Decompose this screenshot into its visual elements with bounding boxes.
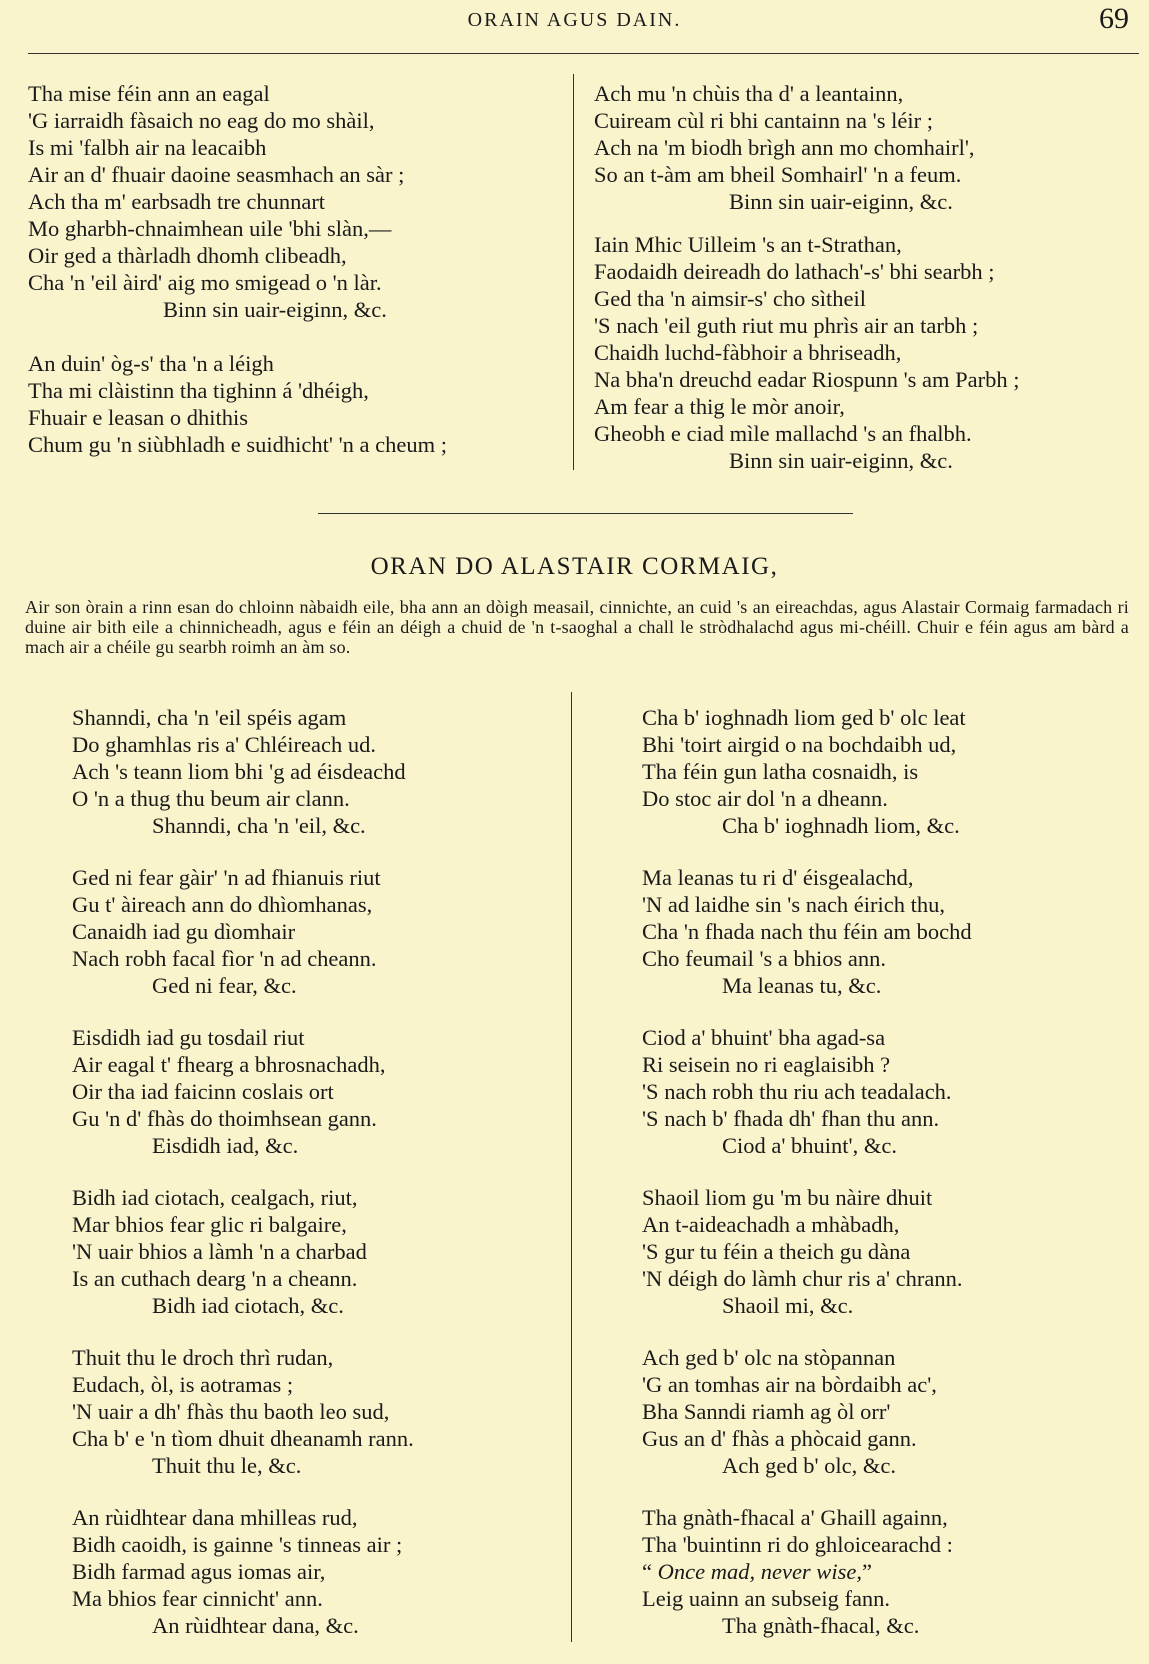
verse-line: Ma leanas tu ri d' éisgealachd, (642, 865, 914, 890)
verse-line: Eisdidh iad gu tosdail riut (72, 1025, 305, 1050)
verse-line: 'N ad laidhe sin 's nach éirich thu, (642, 892, 946, 917)
stanza (72, 1184, 414, 1319)
verse-line: Cho feumail 's a bhios ann. (642, 946, 887, 971)
stanza (642, 864, 972, 999)
song-intro: Air son òrain a rinn esan do chloinn nàbaidh eile, bha ann an dòigh measail, cinnichte, an cuid 's an eireachdas, agus Alastair Cormaig farmadach ri duine air bith eile a chinnicheadh, agus e féin an déigh a chuid de 'n t-saoghal a chall le stròdhalachd agus mi-chéill. Chuir e féin agus am bàrd a mach air a chéile gu searbh roimh an àm so. (25, 597, 1129, 657)
refrain-line: Shaoil mi, &c. (722, 1293, 854, 1318)
stanza-gap (28, 323, 447, 350)
verse-line: Ma bhios fear cinnicht' ann. (72, 1586, 323, 1611)
refrain-line: Bidh iad ciotach, &c. (152, 1293, 344, 1318)
verse-line: Air eagal t' fhearg a bhrosnachadh, (72, 1052, 386, 1077)
verse-line: Fhuair e leasan o dhithis (28, 405, 248, 430)
stanza (642, 1024, 972, 1159)
verse-line: Is an cuthach dearg 'n a cheann. (72, 1266, 358, 1291)
top-left-column (28, 80, 447, 458)
verse-line: Tha gnàth-fhacal a' Ghaill againn, (642, 1505, 948, 1530)
verse-line: 'N uair bhios a làmh 'n a charbad (72, 1239, 367, 1264)
verse-line: Ach tha m' earbsadh tre chunnart (28, 189, 326, 214)
stanza-gap (594, 215, 1020, 231)
verse-line: Cha 'n 'eil àird' aig mo smigead o 'n làr. (28, 270, 382, 295)
verse-line: Na bha'n dreuchd eadar Riospunn 's am Parbh ; (594, 367, 1020, 392)
verse-line: Am fear a thig le mòr anoir, (594, 394, 845, 419)
refrain-line: Eisdidh iad, &c. (152, 1133, 299, 1158)
verse-line: Gu 'n d' fhàs do thoimhsean gann. (72, 1106, 377, 1131)
stanza (72, 1504, 414, 1639)
verse-line: An duin' òg-s' tha 'n a léigh (28, 351, 274, 376)
refrain-line: Cha b' ioghnadh liom, &c. (722, 813, 960, 838)
stanza (642, 1344, 972, 1479)
verse-line: Chaidh luchd-fàbhoir a bhriseadh, (594, 340, 902, 365)
verse-line: Ach 's teann liom bhi 'g ad éisdeachd (72, 759, 406, 784)
verse-line: 'G an tomhas air na bòrdaibh ac', (642, 1372, 937, 1397)
page-header (0, 0, 1149, 40)
refrain-line: Shanndi, cha 'n 'eil, &c. (152, 813, 366, 838)
verse-line: Do ghamhlas ris a' Chléireach ud. (72, 732, 376, 757)
verse-line: Bidh farmad agus iomas air, (72, 1559, 326, 1584)
stanza (72, 864, 414, 999)
english-proverb: Once mad, never wise, (657, 1559, 862, 1584)
verse-line: Ged ni fear gàir' 'n ad fhianuis riut (72, 865, 381, 890)
verse-line: Mo gharbh-chnaimhean uile 'bhi slàn,— (28, 216, 392, 241)
verse-line: An rùidhtear dana mhilleas rud, (72, 1505, 358, 1530)
refrain-line: Binn sin uair-eiginn, &c. (729, 189, 953, 214)
verse-line: Air an d' fhuair daoine seasmhach an sàr ; (28, 162, 405, 187)
verse-line: Iain Mhic Uilleim 's an t-Strathan, (594, 232, 902, 257)
verse-line: Bidh iad ciotach, cealgach, riut, (72, 1185, 358, 1210)
verse-line: Canaidh iad gu dìomhair (72, 919, 296, 944)
verse-line: O 'n a thug thu beum air clann. (72, 786, 350, 811)
verse-line: So an t-àm am bheil Somhairl' 'n a feum. (594, 162, 962, 187)
verse-line: Tha mise féin ann an eagal (28, 81, 270, 106)
page-number: 69 (1099, 2, 1129, 35)
verse-line: Is mi 'falbh air na leacaibh (28, 135, 267, 160)
column-divider (573, 74, 574, 470)
verse-line: 'S nach b' fhada dh' fhan thu ann. (642, 1106, 940, 1131)
verse-line: Ged tha 'n aimsir-s' cho sìtheil (594, 286, 866, 311)
stanza (72, 1024, 414, 1159)
verse-line-quote (642, 1558, 972, 1585)
song-right-column (642, 704, 972, 1664)
verse-line: Gus an d' fhàs a phòcaid gann. (642, 1426, 917, 1451)
verse-line: 'S gur tu féin a theich gu dàna (642, 1239, 911, 1264)
verse-line: Tha mi clàistinn tha tighinn á 'dhéigh, (28, 378, 369, 403)
refrain-line: Ged ni fear, &c. (152, 973, 297, 998)
stanza (72, 704, 414, 839)
refrain-line: Binn sin uair-eiginn, &c. (729, 448, 953, 473)
verse-line: Bha Sanndi riamh ag òl orr' (642, 1399, 891, 1424)
verse-line: Cha 'n fhada nach thu féin am bochd (642, 919, 972, 944)
verse-line: Thuit thu le droch thrì rudan, (72, 1345, 334, 1370)
verse-line: Nach robh facal fìor 'n ad cheann. (72, 946, 377, 971)
verse-line: Shanndi, cha 'n 'eil spéis agam (72, 705, 347, 730)
verse-line: Mar bhios fear glic ri balgaire, (72, 1212, 347, 1237)
verse-line: Chum gu 'n siùbhladh e suidhicht' 'n a cheum ; (28, 432, 447, 457)
top-right-column (594, 80, 1020, 474)
verse-line: Ach ged b' olc na stòpannan (642, 1345, 896, 1370)
stanza (72, 1344, 414, 1479)
verse-line: Cha b' ioghnadh liom ged b' olc leat (642, 705, 966, 730)
verse-line: Oir ged a thàrladh dhomh clibeadh, (28, 243, 347, 268)
refrain-line: Ach ged b' olc, &c. (722, 1453, 897, 1478)
refrain-line: An rùidhtear dana, &c. (152, 1613, 359, 1638)
verse-line: Tha 'buintinn ri do ghloicearachd : (642, 1532, 953, 1557)
verse-line: Leig uainn an subseig fann. (642, 1586, 891, 1611)
column-divider (571, 692, 572, 1642)
verse-line: Bhi 'toirt airgid o na bochdaibh ud, (642, 732, 957, 757)
verse-line: Gheobh e ciad mìle mallachd 's an fhalbh. (594, 421, 972, 446)
refrain-line: Ma leanas tu, &c. (722, 973, 882, 998)
verse-line: Ri seisein no ri eaglaisibh ? (642, 1052, 891, 1077)
quote-open: “ (642, 1559, 658, 1584)
stanza (642, 1184, 972, 1319)
refrain-line: Thuit thu le, &c. (152, 1453, 302, 1478)
header-rule (28, 53, 1139, 54)
verse-line: Do stoc air dol 'n a dheann. (642, 786, 888, 811)
verse-line: Bidh caoidh, is gainne 's tinneas air ; (72, 1532, 403, 1557)
verse-line: Shaoil liom gu 'm bu nàire dhuit (642, 1185, 933, 1210)
verse-line: Cuiream cùl ri bhi cantainn na 's léir ; (594, 108, 933, 133)
refrain-line: Binn sin uair-eiginn, &c. (163, 297, 387, 322)
verse-line: Ach mu 'n chùis tha d' a leantainn, (594, 81, 904, 106)
refrain-line: Ciod a' bhuint', &c. (722, 1133, 897, 1158)
verse-line: An t-aideachadh a mhàbadh, (642, 1212, 900, 1237)
verse-line: Cha b' e 'n tìom dhuit dheanamh rann. (72, 1426, 414, 1451)
verse-line: Gu t' àireach ann do dhìomhanas, (72, 892, 373, 917)
verse-line: 'N uair a dh' fhàs thu baoth leo sud, (72, 1399, 390, 1424)
running-title: ORAIN AGUS DAIN. (467, 9, 682, 31)
verse-line: Ciod a' bhuint' bha agad-sa (642, 1025, 886, 1050)
verse-line: Oir tha iad faicinn coslais ort (72, 1079, 334, 1104)
verse-line: 'G iarraidh fàsaich no eag do mo shàil, (28, 108, 375, 133)
verse-line: Faodaidh deireadh do lathach'-s' bhi searbh ; (594, 259, 995, 284)
verse-line: Tha féin gun latha cosnaidh, is (642, 759, 919, 784)
song-title: ORAN DO ALASTAIR CORMAIG, (370, 553, 779, 580)
stanza (642, 1504, 972, 1639)
refrain-line: Tha gnàth-fhacal, &c. (722, 1613, 920, 1638)
verse-line: 'S nach robh thu riu ach teadalach. (642, 1079, 952, 1104)
stanza (642, 704, 972, 839)
verse-line: 'S nach 'eil guth riut mu phrìs air an tarbh ; (594, 313, 979, 338)
section-divider (318, 513, 853, 514)
quote-close: ” (861, 1559, 872, 1584)
verse-line: Eudach, òl, is aotramas ; (72, 1372, 294, 1397)
verse-line: Ach na 'm biodh brìgh ann mo chomhairl', (594, 135, 975, 160)
verse-line: 'N déigh do làmh chur ris a' chrann. (642, 1266, 963, 1291)
song-left-column (72, 704, 414, 1664)
